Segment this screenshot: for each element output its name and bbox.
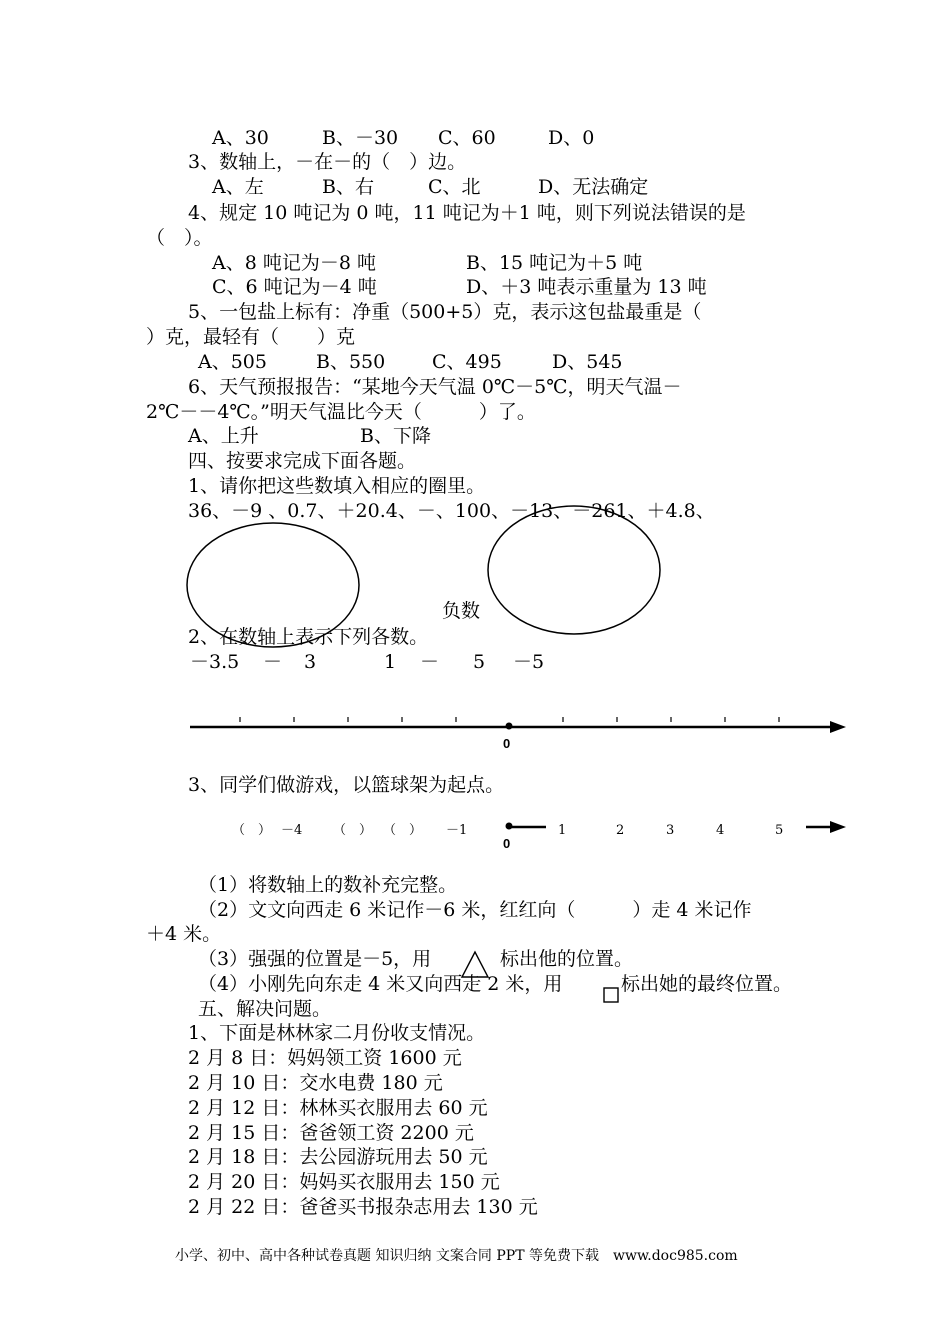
q2-number-2: － — [263, 651, 283, 673]
square-icon — [604, 988, 618, 1002]
q4-stem-cont: （ ）。 — [146, 227, 213, 249]
number-line-1-arrow — [830, 721, 846, 733]
q2-number-1: －3.5 — [190, 651, 240, 673]
q2-option-b: B、－30 — [322, 127, 399, 149]
q2-option-c: C、60 — [438, 127, 496, 149]
number-line-1-origin — [506, 723, 513, 730]
q5-stem-cont: ）克，最轻有（ ）克 — [146, 326, 356, 348]
q2-option-a: A、30 — [212, 127, 269, 149]
q2-number-4: 1 — [384, 651, 397, 673]
q5-stem: 5、一包盐上标有：净重（500+5）克，表示这包盐最重是（ — [188, 301, 702, 323]
q3-option-d: D、无法确定 — [538, 176, 649, 198]
q4-option-b: B、15 吨记为＋5 吨 — [466, 252, 643, 274]
q2-number-3: 3 — [304, 651, 317, 673]
q5-option-c: C、495 — [432, 351, 502, 373]
q3-stem: 3、数轴上，－在－的（ ）边。 — [188, 151, 467, 173]
axis2-left-label-5: －1 — [446, 823, 468, 838]
q5-option-b: B、550 — [316, 351, 386, 373]
record-line: 2 月 8 日：妈妈领工资 1600 元 — [188, 1047, 462, 1069]
q3-option-b: B、右 — [322, 176, 374, 198]
negative-number-circle — [488, 506, 660, 634]
record-line: 2 月 12 日：林林买衣服用去 60 元 — [188, 1097, 488, 1119]
axis2-left-label-2: －4 — [281, 823, 303, 838]
sub-question-3-part-a: （3）强强的位置是－5，用 — [198, 948, 432, 970]
page-footer: 小学、初中、高中各种试卷真题 知识归纳 文案合同 PPT 等免费下载 www.doc985.com — [175, 1248, 738, 1264]
q6-stem: 6、天气预报报告：“某地今天气温 0℃－5℃，明天气温－ — [188, 376, 682, 398]
section5-title: 五、解决问题。 — [198, 998, 332, 1020]
record-line: 2 月 20 日：妈妈买衣服用去 150 元 — [188, 1171, 500, 1193]
q5-option-a: A、505 — [198, 351, 267, 373]
q6-option-b: B、下降 — [360, 425, 431, 447]
axis2-right-label-2: 2 — [616, 823, 625, 838]
section5-q1-stem: 1、下面是林林家二月份收支情况。 — [188, 1022, 486, 1044]
record-line: 2 月 15 日：爸爸领工资 2200 元 — [188, 1122, 474, 1144]
axis2-right-label-1: 1 — [558, 823, 567, 838]
q2-number-6: 5 — [473, 651, 486, 673]
section4-title: 四、按要求完成下面各题。 — [188, 450, 417, 472]
sub-question-3-part-b: 标出他的位置。 — [500, 948, 634, 970]
sub-question-2: （2）文文向西走 6 米记作－6 米，红红向（ ）走 4 米记作 — [198, 899, 752, 921]
number-line-2-origin — [506, 823, 513, 830]
sub-question-4-part-a: （4）小刚先向东走 4 米又向西走 2 米，用 — [198, 973, 563, 995]
axis2-right-label-3: 3 — [666, 823, 675, 838]
axis2-right-label-4: 4 — [716, 823, 725, 838]
q4-option-c: C、6 吨记为－4 吨 — [212, 276, 377, 298]
q4-stem: 4、规定 10 吨记为 0 吨，11 吨记为＋1 吨，则下列说法错误的是 — [188, 202, 746, 224]
record-line: 2 月 10 日：交水电费 180 元 — [188, 1072, 443, 1094]
sub-question-1: （1）将数轴上的数补充完整。 — [198, 874, 458, 896]
q6-stem-cont: 2℃－－4℃。”明天气温比今天（ ）了。 — [146, 401, 536, 423]
q3-option-a: A、左 — [212, 176, 264, 198]
section4-q3-stem: 3、同学们做游戏，以篮球架为起点。 — [188, 774, 505, 796]
q2-number-7: －5 — [513, 651, 545, 673]
q2-option-d: D、0 — [548, 127, 595, 149]
section4-q1-numbers: 36、－9 、0.7、＋20.4、－、100、－13、－261、＋4.8、 — [188, 500, 715, 522]
number-line-1-ticks — [240, 717, 779, 722]
axis2-left-label-1: （ ） — [232, 823, 272, 838]
section4-q2-stem: 2、在数轴上表示下列各数。 — [188, 626, 429, 648]
section4-q1-stem: 1、请你把这些数填入相应的圈里。 — [188, 475, 486, 497]
circle-right-label: 负数 — [442, 600, 481, 622]
record-line: 2 月 22 日：爸爸买书报杂志用去 130 元 — [188, 1196, 538, 1218]
q5-option-d: D、545 — [552, 351, 623, 373]
q4-option-a: A、8 吨记为－8 吨 — [212, 252, 376, 274]
number-line-2-zero-label: 0 — [503, 836, 511, 851]
number-line-2-arrow — [830, 821, 846, 833]
q4-option-d: D、＋3 吨表示重量为 13 吨 — [466, 276, 707, 298]
axis2-left-label-3: （ ） — [333, 823, 373, 838]
q3-option-c: C、北 — [428, 176, 481, 198]
number-line-1-zero-label: 0 — [503, 736, 511, 751]
sub-question-2-cont: ＋4 米。 — [146, 923, 222, 945]
sub-question-4-part-b: 标出她的最终位置。 — [621, 973, 793, 995]
record-line: 2 月 18 日：去公园游玩用去 50 元 — [188, 1146, 488, 1168]
q2-number-5: － — [420, 651, 440, 673]
axis2-left-label-4: （ ） — [383, 823, 423, 838]
axis2-right-label-5: 5 — [775, 823, 784, 838]
q6-option-a: A、上升 — [188, 425, 259, 447]
